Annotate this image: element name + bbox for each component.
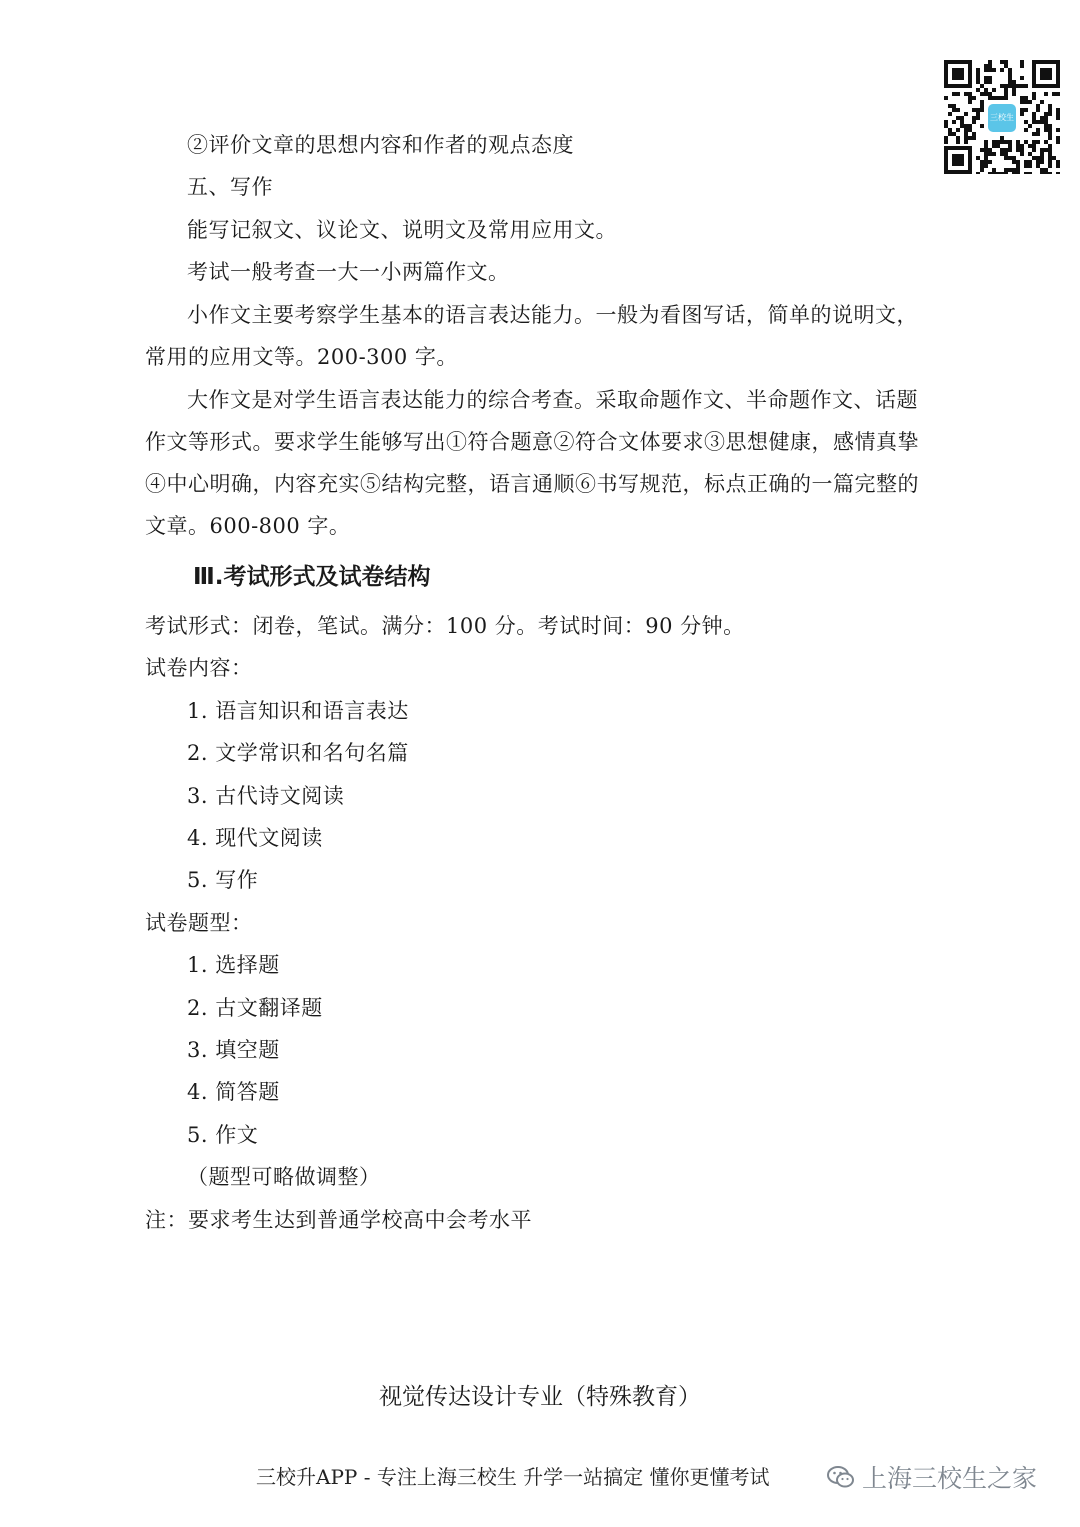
body-line-big-essay-3: ④中心明确，内容充实⑤结构完整，语言通顺⑥书写规范，标点正确的一篇完整的 xyxy=(145,472,919,496)
next-section-title: 视觉传达设计专业（特殊教育） xyxy=(379,1384,701,1410)
level-note: 注：要求考生达到普通学校高中会考水平 xyxy=(145,1208,532,1232)
question-types-label: 试卷题型： xyxy=(145,911,253,935)
paper-content-item: 4. 现代文阅读 xyxy=(187,826,323,850)
watermark-text: 上海三校生之家 xyxy=(862,1464,1038,1493)
qr-code xyxy=(944,60,1060,174)
question-type-item: 5. 作文 xyxy=(187,1123,259,1147)
question-type-item: 1. 选择题 xyxy=(187,953,280,977)
qr-logo-text: 三校生 xyxy=(988,104,1016,132)
watermark xyxy=(826,1460,1037,1494)
body-line-two-essays: 考试一般考查一大一小两篇作文。 xyxy=(187,260,510,284)
adjust-note: （题型可略做调整） xyxy=(187,1165,381,1189)
body-line-small-essay-2: 常用的应用文等。200-300 字。 xyxy=(145,345,458,369)
question-type-item: 3. 填空题 xyxy=(187,1038,280,1062)
exam-format: 考试形式：闭卷，笔试。满分：100 分。考试时间：90 分钟。 xyxy=(145,614,745,638)
paper-content-label: 试卷内容： xyxy=(145,656,253,680)
wechat-icon xyxy=(826,1464,856,1490)
question-type-item: 4. 简答题 xyxy=(187,1080,280,1104)
paper-content-item: 3. 古代诗文阅读 xyxy=(187,784,345,808)
qr-logo-badge xyxy=(985,101,1019,135)
body-line-evaluate: ②评价文章的思想内容和作者的观点态度 xyxy=(187,133,574,157)
body-line-big-essay-4: 文章。600-800 字。 xyxy=(145,514,351,538)
body-line-big-essay-2: 作文等形式。要求学生能够写出①符合题意②符合文体要求③思想健康，感情真挚 xyxy=(145,430,919,454)
footer-text: 三校升APP - 专注上海三校生 升学一站搞定 懂你更懂考试 xyxy=(256,1465,770,1489)
question-type-item: 2. 古文翻译题 xyxy=(187,996,323,1020)
paper-content-item: 1. 语言知识和语言表达 xyxy=(187,699,409,723)
paper-content-item: 2. 文学常识和名句名篇 xyxy=(187,741,409,765)
body-line-small-essay-1: 小作文主要考察学生基本的语言表达能力。一般为看图写话，简单的说明文， xyxy=(187,303,918,327)
body-line-big-essay-1: 大作文是对学生语言表达能力的综合考查。采取命题作文、半命题作文、话题 xyxy=(187,388,918,412)
body-line-writing-types: 能写记叙文、议论文、说明文及常用应用文。 xyxy=(187,218,617,242)
body-line-writing-heading: 五、写作 xyxy=(187,175,273,199)
paper-content-item: 5. 写作 xyxy=(187,868,259,892)
section-heading: Ⅲ.考试形式及试卷结构 xyxy=(193,564,431,590)
